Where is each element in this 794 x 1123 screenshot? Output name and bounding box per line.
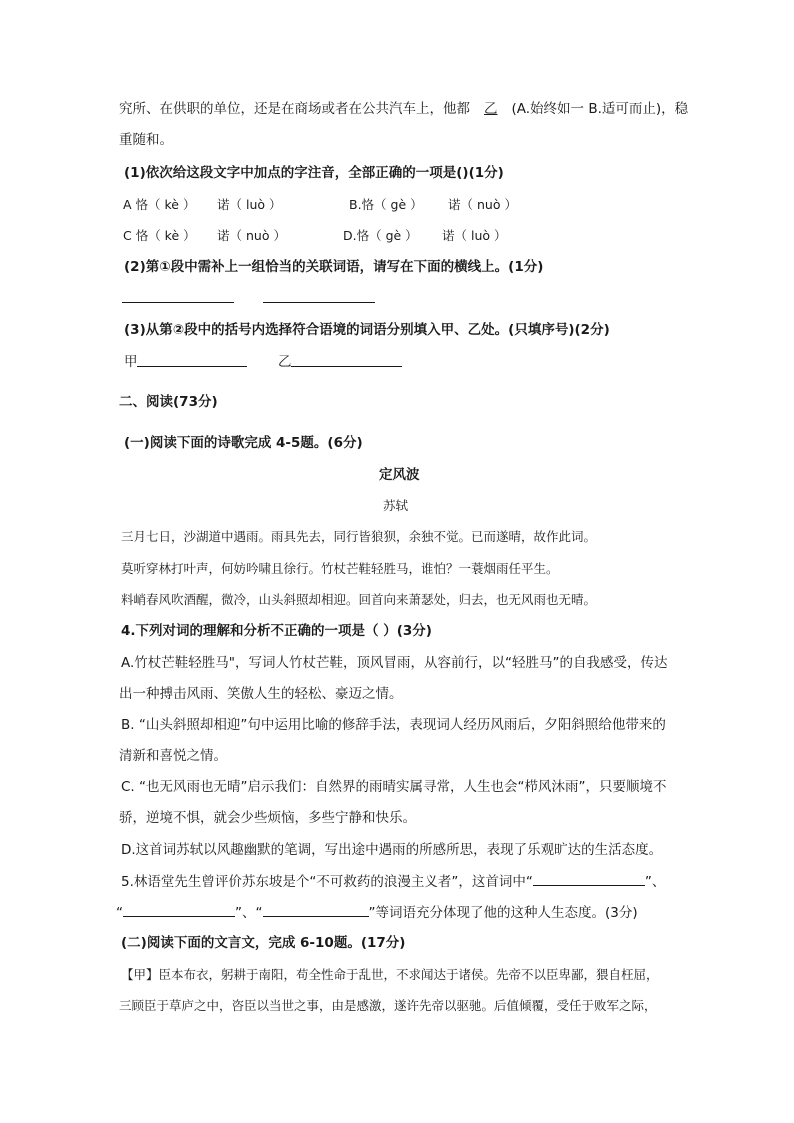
q3-yi-label: 乙 <box>278 354 292 370</box>
q5-blank-3[interactable] <box>263 902 369 917</box>
question-3: (3)从第②段中的括号内选择符合语境的词语分别填入甲、乙处。(只填序号)(2分) <box>124 322 610 338</box>
classical-text-line-2: 三顾臣于草庐之中，咨臣以当世之事，由是感激，遂许先帝以驱驰。后值倾覆，受任于败军之际， <box>119 998 657 1013</box>
q3-yi-blank[interactable] <box>291 366 402 367</box>
q4-option-c-line-1: C. “也无风雨也无晴”启示我们：自然界的雨晴实属寻常，人生也会“栉风沐雨”，只要顺境不 <box>121 779 667 795</box>
q1-option-d-1: D.恪（ gè ） <box>343 228 418 243</box>
q5-blank-1[interactable] <box>533 871 645 886</box>
q1-option-b-2: 诺（ nuò ） <box>448 197 517 212</box>
classical-text-line-1: 【甲】臣本布衣，躬耕于南阳，苟全性命于乱世，不求闻达于诸侯。先帝不以臣卑鄙，猥自枉屈， <box>121 967 659 982</box>
q1-option-c-1: C 恪（ kè ） <box>123 228 196 243</box>
answer-yi: 乙 <box>484 101 498 117</box>
poem-preface: 三月七日，沙湖道中遇雨。雨具先去，同行皆狼狈，余独不觉。已而遂晴，故作此词。 <box>121 529 597 544</box>
q1-option-a-2: 诺（ luò ） <box>217 197 282 212</box>
q3-jia-label: 甲 <box>124 354 138 370</box>
q3-jia-blank[interactable] <box>137 366 247 367</box>
part-1-heading: (一)阅读下面的诗歌完成 4-5题。(6分) <box>124 435 363 451</box>
q4-option-b-line-1: B. “山头斜照却相迎”句中运用比喻的修辞手法，表现词人经历风雨后，夕阳斜照给他带来的 <box>121 717 666 733</box>
q1-option-b-1: B.恪（ gè ） <box>349 197 423 212</box>
q5-blank-2[interactable] <box>123 902 235 917</box>
section-2-heading: 二、阅读(73分) <box>119 394 218 410</box>
question-4: 4.下列对词的理解和分析不正确的一项是（ ）(3分) <box>121 623 432 639</box>
poem-author: 苏轼 <box>383 498 409 513</box>
q4-option-d: D.这首词苏轼以风趣幽默的笔调，写出途中遇雨的所感所思，表现了乐观旷达的生活态度。 <box>121 842 663 858</box>
q4-option-a-line-1: A.竹杖芒鞋轻胜马"，写词人竹杖芒鞋，顶风冒雨，从容前行，以“轻胜马”的自我感受，传达 <box>121 655 668 671</box>
q2-blank-1[interactable] <box>122 302 234 303</box>
question-5-line-2: “ ”、“ ”等词语充分体现了他的这种人生态度。(3分) <box>116 902 638 923</box>
question-1: (1)依次给这段文字中加点的字注音，全部正确的一项是()(1分) <box>124 165 504 181</box>
poem-title: 定风波 <box>379 467 420 483</box>
part-2-heading: (二)阅读下面的文言文，完成 6-10题。(17分) <box>121 935 406 951</box>
q4-option-b-line-2: 清新和喜悦之情。 <box>119 748 227 764</box>
passage-line-2: 重随和。 <box>119 132 173 148</box>
q4-option-a-line-2: 出一种搏击风雨、笑傲人生的轻松、豪迈之情。 <box>119 686 403 702</box>
q1-option-c-2: 诺（ nuò ） <box>217 228 286 243</box>
poem-line-1: 莫听穿林打叶声，何妨吟啸且徐行。竹杖芒鞋轻胜马，谁怕？一蓑烟雨任平生。 <box>121 561 559 576</box>
q2-blank-2[interactable] <box>263 302 375 303</box>
question-2: (2)第①段中需补上一组恰当的关联词语，请写在下面的横线上。(1分) <box>124 259 544 275</box>
poem-line-2: 料峭春风吹酒醒，微冷，山头斜照却相迎。回首向来萧瑟处，归去，也无风雨也无晴。 <box>121 592 597 607</box>
q1-option-a-1: A 恪（ kè ） <box>123 197 196 212</box>
q4-option-c-line-2: 骄，逆境不惧，就会少些烦恼，多些宁静和快乐。 <box>119 810 416 826</box>
question-5-line-1: 5.林语堂先生曾评价苏东坡是个“不可救药的浪漫主义者”，这首词中“ ”、 <box>121 871 665 892</box>
passage-line-1: 究所、在供职的单位，还是在商场或者在公共汽车上，他都 乙 (A.始终如一 B.适可而止)，稳 <box>119 101 689 117</box>
q1-option-d-2: 诺（ luò ） <box>442 228 507 243</box>
